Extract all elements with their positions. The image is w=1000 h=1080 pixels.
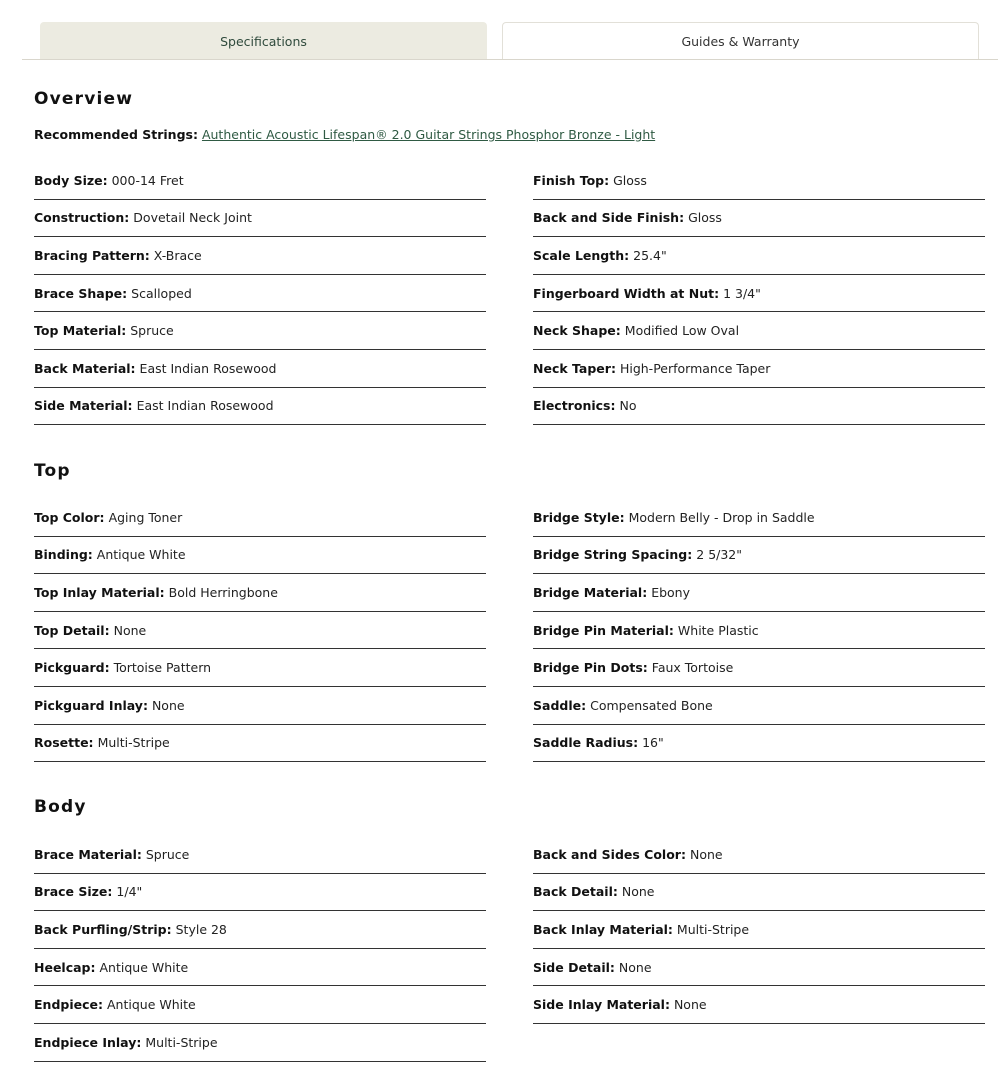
spec-value: Gloss: [688, 210, 722, 226]
spec-row: [533, 574, 985, 612]
spec-row: [34, 275, 486, 313]
spec-value: Compensated Bone: [590, 697, 713, 713]
spec-row: [34, 687, 486, 725]
spec-label: Brace Material:: [34, 846, 142, 862]
spec-row: [34, 574, 486, 612]
spec-value: 2 5/32": [696, 547, 743, 563]
spec-value: None: [151, 697, 185, 713]
overview-heading: Overview: [34, 89, 134, 109]
spec-value: Multi-Stripe: [97, 735, 170, 751]
spec-row: [533, 911, 985, 949]
spec-value: X-Brace: [153, 247, 202, 263]
spec-value: 000-14 Fret: [111, 172, 184, 188]
spec-label: Bridge Pin Material:: [533, 622, 674, 638]
recommended-strings-link[interactable]: Authentic Acoustic Lifespan® 2.0 Guitar Strings Phosphor Bronze - Light: [201, 127, 656, 142]
spec-row: [533, 312, 985, 350]
spec-value: Modified Low Oval: [624, 323, 740, 339]
spec-label: Endpiece:: [34, 997, 103, 1013]
spec-value: Scalloped: [131, 285, 192, 301]
spec-value: 25.4": [633, 247, 667, 263]
spec-label: Body Size:: [34, 172, 108, 188]
spec-label: Brace Size:: [34, 884, 113, 900]
spec-label: Finish Top:: [533, 172, 610, 188]
spec-value: Spruce: [130, 323, 174, 339]
spec-label: Bridge Pin Dots:: [533, 660, 648, 676]
spec-label: Top Inlay Material:: [34, 584, 165, 600]
spec-label: Brace Shape:: [34, 285, 128, 301]
spec-row: [533, 499, 985, 537]
body-left-list: [34, 836, 486, 1062]
spec-label: Saddle:: [533, 697, 587, 713]
spec-label: Bridge String Spacing:: [533, 547, 693, 563]
spec-label: Bridge Material:: [533, 584, 648, 600]
spec-row: [34, 725, 486, 763]
tab-guides-warranty[interactable]: Guides & Warranty: [502, 22, 979, 59]
spec-row: [34, 986, 486, 1024]
spec-row: [34, 312, 486, 350]
spec-value: Antique White: [106, 997, 196, 1013]
spec-label: Back Inlay Material:: [533, 921, 673, 937]
spec-label: Electronics:: [533, 398, 616, 414]
spec-row: [34, 162, 486, 200]
recommended-strings: [34, 127, 655, 142]
spec-value: Antique White: [99, 959, 189, 975]
spec-label: Bridge Style:: [533, 509, 625, 525]
spec-label: Scale Length:: [533, 247, 630, 263]
spec-label: Side Material:: [34, 398, 133, 414]
spec-row: [34, 949, 486, 987]
spec-label: Back and Sides Color:: [533, 846, 686, 862]
spec-value: East Indian Rosewood: [139, 360, 277, 376]
spec-value: Modern Belly - Drop in Saddle: [628, 509, 815, 525]
spec-label: Back Material:: [34, 360, 136, 376]
spec-row: [533, 612, 985, 650]
spec-row: [34, 388, 486, 426]
spec-label: Top Color:: [34, 509, 105, 525]
spec-label: Back Purfling/Strip:: [34, 921, 172, 937]
spec-row: [34, 836, 486, 874]
spec-value: Multi-Stripe: [145, 1034, 218, 1050]
spec-label: Fingerboard Width at Nut:: [533, 285, 720, 301]
spec-label: Bracing Pattern:: [34, 247, 150, 263]
spec-row: [34, 911, 486, 949]
spec-value: None: [621, 884, 655, 900]
spec-row: [34, 237, 486, 275]
spec-value: Style 28: [175, 921, 227, 937]
spec-value: Antique White: [96, 547, 186, 563]
spec-label: Back and Side Finish:: [533, 210, 685, 226]
spec-row: [34, 537, 486, 575]
spec-row: [34, 200, 486, 238]
spec-value: None: [618, 959, 652, 975]
spec-label: Rosette:: [34, 735, 94, 751]
spec-row: [533, 537, 985, 575]
spec-value: Multi-Stripe: [676, 921, 750, 937]
spec-value: 1/4": [116, 884, 143, 900]
spec-value: 16": [642, 735, 664, 751]
spec-label: Top Material:: [34, 323, 127, 339]
spec-value: None: [673, 997, 707, 1013]
spec-row: [34, 649, 486, 687]
spec-row: [34, 612, 486, 650]
spec-value: Dovetail Neck Joint: [133, 210, 252, 226]
spec-label: Binding:: [34, 547, 93, 563]
spec-label: Pickguard:: [34, 660, 110, 676]
spec-label: Construction:: [34, 210, 130, 226]
spec-row: [533, 162, 985, 200]
spec-row: [533, 836, 985, 874]
spec-row: [533, 200, 985, 238]
spec-row: [34, 499, 486, 537]
spec-label: Pickguard Inlay:: [34, 697, 148, 713]
spec-row: [533, 388, 985, 426]
spec-label: Saddle Radius:: [533, 735, 639, 751]
spec-row: [34, 874, 486, 912]
spec-label: Side Inlay Material:: [533, 997, 670, 1013]
spec-value: None: [689, 846, 723, 862]
spec-value: Gloss: [613, 172, 647, 188]
spec-row: [533, 649, 985, 687]
tab-bar: [22, 22, 998, 60]
spec-row: [533, 949, 985, 987]
spec-value: Faux Tortoise: [651, 660, 734, 676]
top-left-list: [34, 499, 486, 762]
spec-label: Neck Taper:: [533, 360, 616, 376]
spec-value: Ebony: [651, 584, 691, 600]
spec-value: 1 3/4": [723, 285, 761, 301]
spec-label: Top Detail:: [34, 622, 110, 638]
tab-specifications[interactable]: Specifications: [40, 22, 487, 59]
spec-label: Heelcap:: [34, 959, 96, 975]
body-heading: Body: [34, 797, 87, 817]
overview-left-list: [34, 162, 486, 425]
body-right-list: [533, 836, 985, 1024]
recommended-strings-label: Recommended Strings:: [34, 127, 198, 142]
spec-value: East Indian Rosewood: [136, 398, 274, 414]
spec-row: [533, 725, 985, 763]
spec-label: Endpiece Inlay:: [34, 1034, 142, 1050]
spec-label: Back Detail:: [533, 884, 618, 900]
spec-value: No: [619, 398, 637, 414]
spec-value: Spruce: [145, 846, 190, 862]
spec-row: [533, 874, 985, 912]
spec-row: [533, 237, 985, 275]
spec-value: White Plastic: [677, 622, 759, 638]
top-right-list: [533, 499, 985, 762]
spec-label: Side Detail:: [533, 959, 615, 975]
spec-row: [34, 1024, 486, 1062]
overview-right-list: [533, 162, 985, 425]
spec-row: [533, 687, 985, 725]
spec-label: Neck Shape:: [533, 323, 621, 339]
spec-value: Tortoise Pattern: [113, 660, 212, 676]
spec-row: [533, 986, 985, 1024]
spec-value: Aging Toner: [108, 509, 183, 525]
spec-value: Bold Herringbone: [168, 584, 278, 600]
top-heading: Top: [34, 461, 71, 481]
spec-row: [34, 350, 486, 388]
spec-value: High-Performance Taper: [619, 360, 771, 376]
spec-value: None: [113, 622, 147, 638]
spec-row: [533, 350, 985, 388]
spec-row: [533, 275, 985, 313]
